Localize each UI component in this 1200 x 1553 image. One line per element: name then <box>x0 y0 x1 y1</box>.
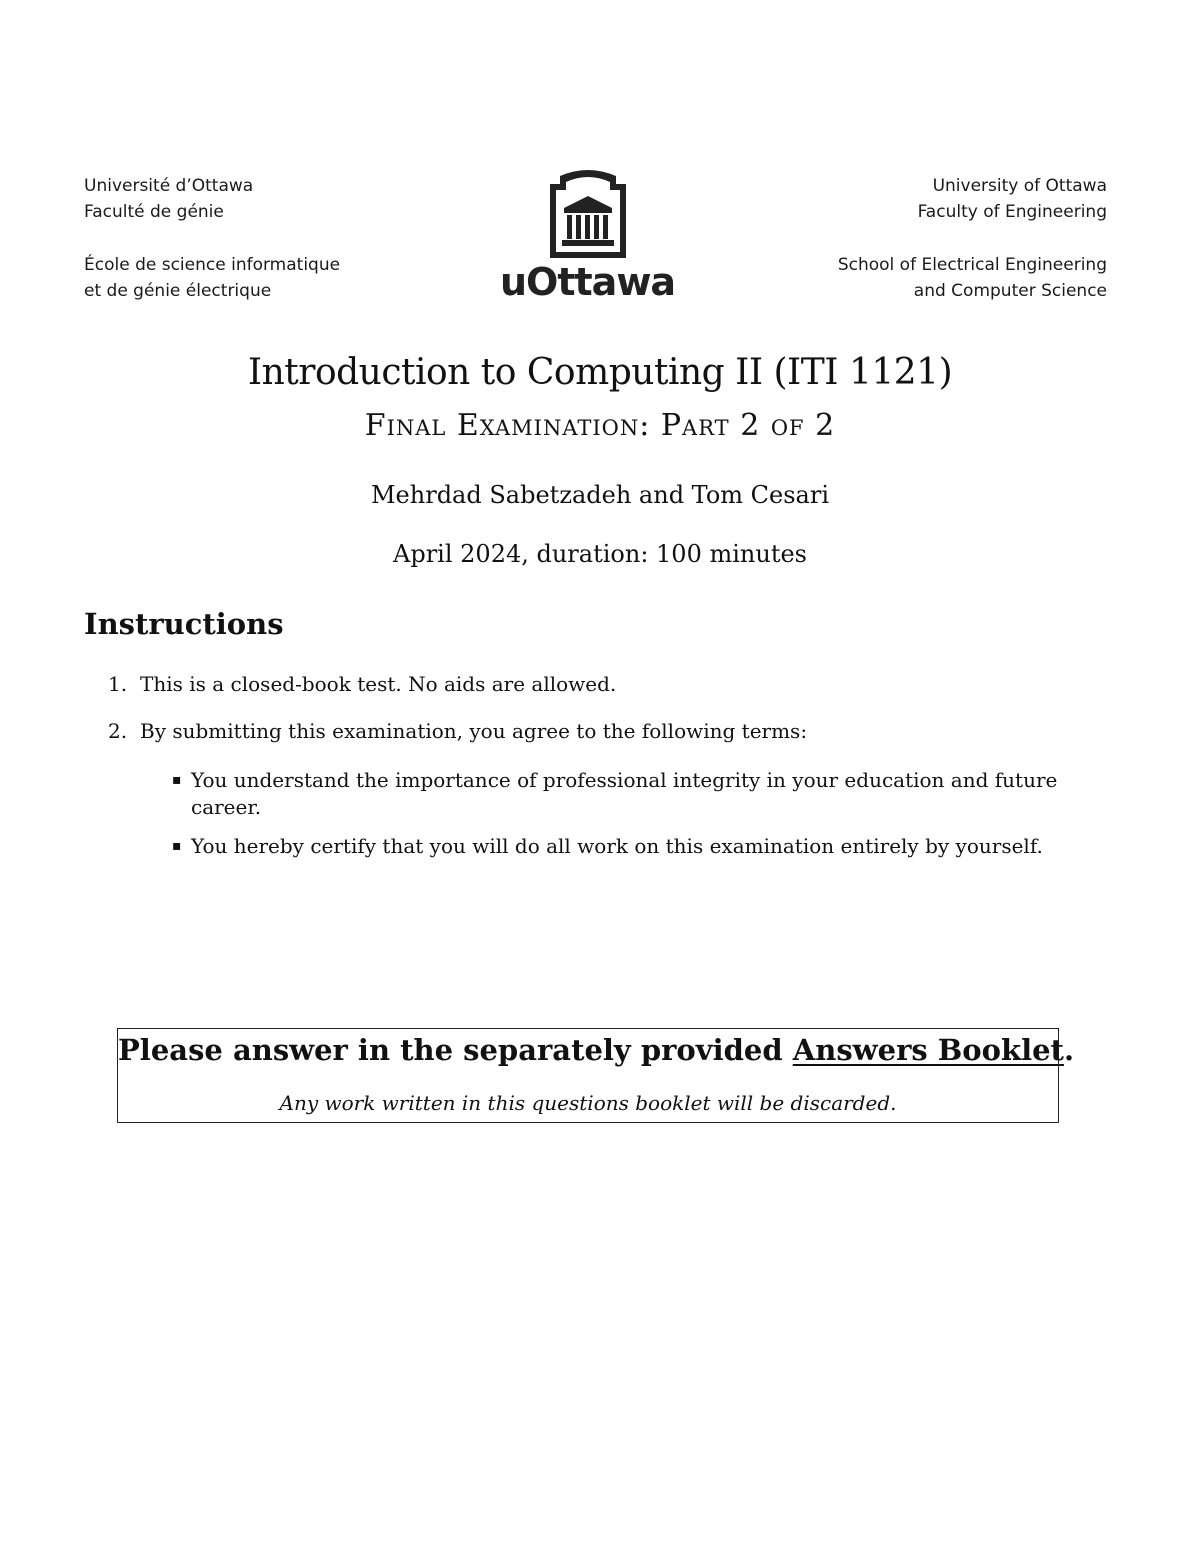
instruction-text: By submitting this examination, you agree to the following terms: <box>140 719 808 743</box>
instruction-item <box>108 672 616 696</box>
answer-notice-box <box>117 1028 1075 1123</box>
terms-bullet-item <box>172 767 1122 821</box>
uottawa-logo <box>500 168 674 313</box>
answer-notice-prefix: Please answer in the separately provided <box>118 1033 793 1067</box>
terms-bullet-text: You hereby certify that you will do all work on this examination entirely by yourself. <box>191 834 1043 858</box>
terms-bullet-item <box>172 833 1122 860</box>
bullet-icon: ▪ <box>172 838 182 854</box>
answer-notice-suffix: . <box>1063 1033 1075 1067</box>
school-name-en-line2: and Computer Science <box>913 281 1107 301</box>
exam-authors: Mehrdad Sabetzadeh and Tom Cesari <box>370 481 829 509</box>
school-name-en-line1: School of Electrical Engineering <box>837 255 1107 275</box>
instruction-item <box>108 719 807 743</box>
university-name-fr: Université d’Ottawa <box>84 176 254 196</box>
header-french-affiliation <box>84 173 340 304</box>
header-english-affiliation <box>838 173 1107 304</box>
course-title: Introduction to Computing II (ITI 1121) <box>247 352 953 393</box>
university-name-en: University of Ottawa <box>932 176 1107 196</box>
university-building-icon <box>546 168 630 260</box>
answers-booklet-label: Answers Booklet <box>792 1033 1064 1067</box>
school-name-fr-line1: École de science informatique <box>84 255 341 275</box>
bullet-icon: ▪ <box>172 772 182 788</box>
faculty-name-fr: Faculté de génie <box>84 202 224 222</box>
instruction-number: 1. <box>108 672 128 696</box>
terms-bullet-text: You understand the importance of professional integrity in your education and future career. <box>191 768 1058 819</box>
school-name-fr-line2: et de génie électrique <box>84 281 272 301</box>
answer-notice-heading <box>118 1033 1075 1067</box>
uottawa-wordmark: uOttawa <box>500 260 676 304</box>
instruction-text: This is a closed-book test. No aids are allowed. <box>140 672 617 696</box>
instruction-number: 2. <box>108 719 128 743</box>
answer-notice-subtext: Any work written in this questions booklet will be discarded. <box>279 1091 897 1115</box>
exam-date-duration: April 2024, duration: 100 minutes <box>393 540 807 568</box>
exam-title: Final Examination: Part 2 of 2 <box>364 408 836 443</box>
faculty-name-en: Faculty of Engineering <box>917 202 1107 222</box>
instructions-heading: Instructions <box>84 607 284 641</box>
